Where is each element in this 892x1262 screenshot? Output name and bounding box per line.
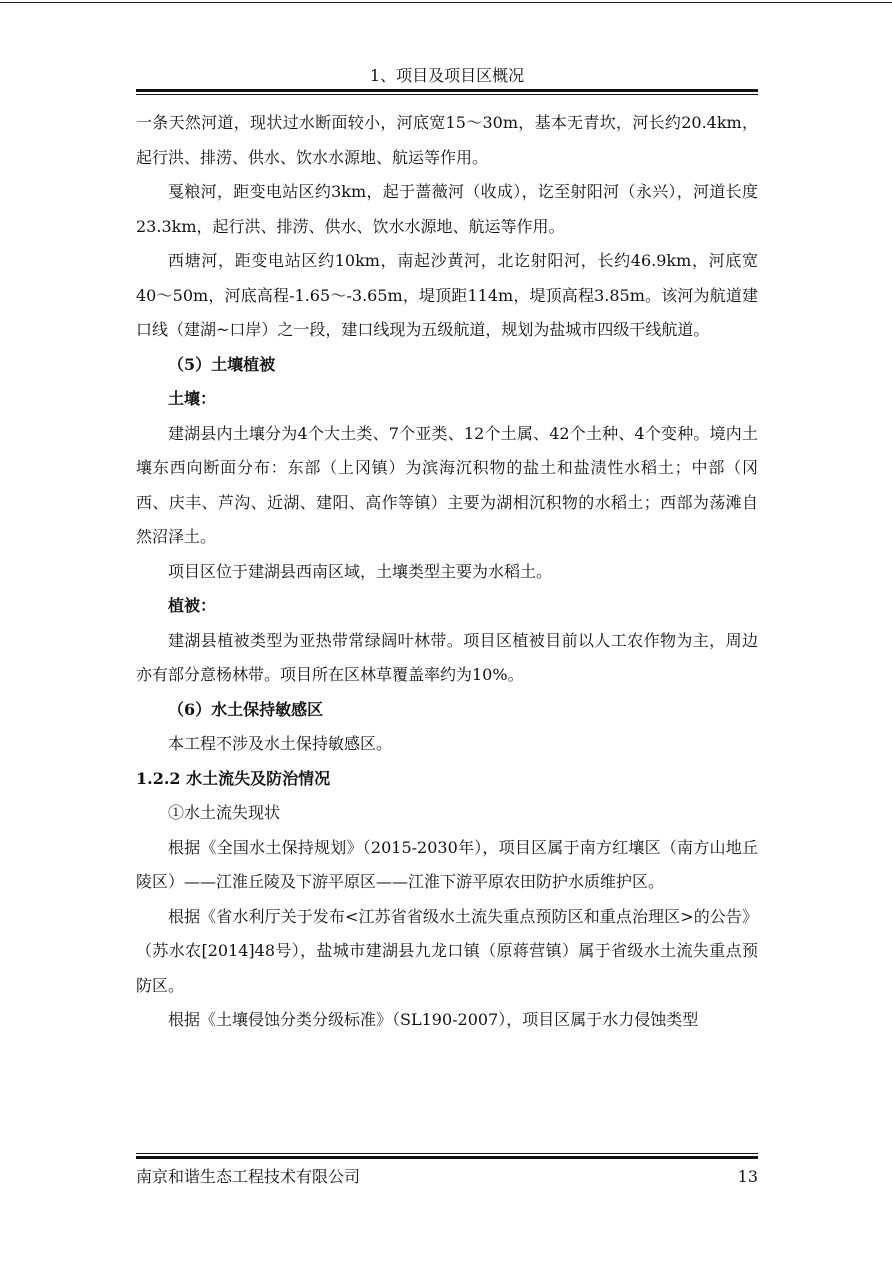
paragraph-sensitive-area: 本工程不涉及水土保持敏感区。	[168, 734, 393, 753]
paragraph-soil-types: 建湖县内土壤分为4个大土类、7个亚类、12个土属、42个土种、4个变种。境内土壤东西向断面分布：东部（上冈镇）为滨海沉积物的盐土和盐渍性水稻土；中部（冈西、庆丰、芦沟、近湖、建阳、高作等镇）主要为湖相沉积物的水稻土；西部为荡滩自然沼泽土。	[136, 423, 758, 546]
paragraph-xitang-river: 西塘河，距变电站区约10km，南起沙黄河，北讫射阳河，长约46.9km，河底宽40～50m，河底高程-1.65～-3.65m，堤顶距114m，堤顶高程3.85m。该河为航道建口线（建湖~口岸）之一段，建口线现为五级航道，规划为盐城市四级干线航道。	[136, 251, 758, 339]
footer-company: 南京和谐生态工程技术有限公司	[136, 1167, 361, 1186]
page-number: 13	[737, 1167, 758, 1186]
paragraph-vegetation: 建湖县植被类型为亚热带常绿阔叶林带。项目区植被目前以人工农作物为主，周边亦有部分意杨林带。项目所在区林草覆盖率约为10%。	[136, 630, 758, 684]
page-top-border	[0, 2, 892, 3]
label-soil: 土壤：	[168, 389, 217, 408]
paragraph-erosion-standard: 根据《土壤侵蚀分类分级标准》（SL190-2007），项目区属于水力侵蚀类型	[168, 1010, 699, 1029]
document-body	[136, 106, 758, 1038]
page-footer	[136, 1166, 758, 1188]
paragraph-provincial-notice: 根据《省水利厅关于发布<江苏省省级水土流失重点预防区和重点治理区>的公告》（苏水农[2014]48号），盐城市建湖县九龙口镇（原蒋营镇）属于省级水土流失重点预防区。	[136, 906, 758, 995]
paragraph-project-soil: 项目区位于建湖县西南区域，土壤类型主要为水稻土。	[168, 561, 553, 581]
footer-rule	[136, 1153, 758, 1154]
label-vegetation: 植被：	[168, 596, 217, 615]
paragraph-jialiang-river: 戛粮河，距变电站区约3km，起于蔷薇河（收成），讫至射阳河（永兴），河道长度23.3km，起行洪、排涝、供水、饮水水源地、航运等作用。	[136, 182, 758, 236]
header-rule	[136, 89, 758, 92]
item-erosion-status: ①水土流失现状	[168, 803, 281, 822]
subheading-soil-vegetation: （5）土壤植被	[168, 354, 276, 374]
paragraph-national-plan: 根据《全国水土保持规划》（2015-2030年），项目区属于南方红壤区（南方山地丘陵区）——江淮丘陵及下游平原区——江淮下游平原农田防护水质维护区。	[136, 837, 758, 891]
section-heading-erosion: 1.2.2 水土流失及防治情况	[136, 768, 331, 788]
subheading-sensitive-area: （6）水土保持敏感区	[168, 699, 324, 719]
running-header: 1、项目及项目区概况	[369, 66, 525, 85]
paragraph-river-continuation: 一条天然河道，现状过水断面较小，河底宽15～30m，基本无青坎，河长约20.4km，起行洪、排涝、供水、饮水水源地、航运等作用。	[136, 113, 758, 167]
